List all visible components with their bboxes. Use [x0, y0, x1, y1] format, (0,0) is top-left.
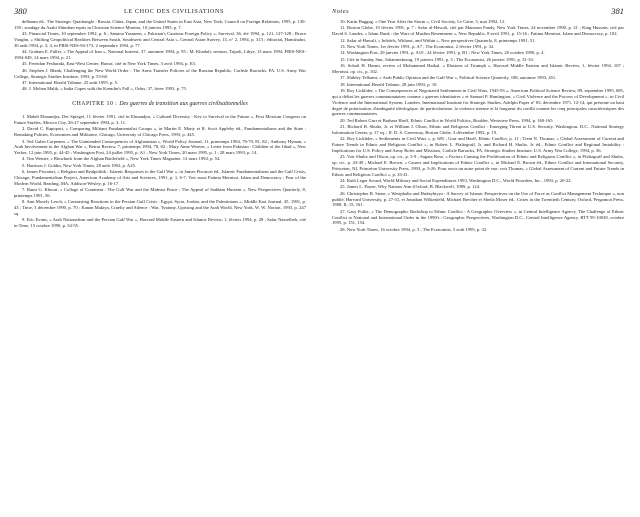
footnote: 7. Rami G. Khouri, « Collage of Comment : The Gulf War and the Mideast Peace ; The Appeal of Saddam Hussein », New Perspectives Quarterly, 8, printemps 1991, 56.: [14, 187, 306, 199]
right-page-number: 381: [611, 6, 624, 16]
right-page: [320, 0, 640, 517]
footnote: 9. Eric Evans, « Arab Nationalism and the Persian Gulf War », Harvard Middle Eastern and Islamic Review, 1, février 1994, p. 28 ; Safar Nasselbeh, cité in Time, 15 octobre 1990, p. 54-55.: [14, 217, 306, 229]
left-notes-before: [14, 19, 306, 92]
footnote: 22. Roy Licklider, « Settlements in Civil Wars », p. 685 ; Gurr and Harff, Ethnic Conflict, p. 11 ; Trent N. Thomas, « Global Assessment of Current and Future Trends in Ethnic and Religious Conflict », in Robert L. Pfaltzgraff, Jr. and Richard H. Shultz, Jr. éd., Ethnic Conflict and Regional Instability : Implications for U.S. Policy and Army Roles and Missions, Carlisle Barracks, PA, Strategic Studies Institute, U.S. Army War College, 1994, p. 36.: [332, 136, 624, 153]
right-notes: [332, 19, 624, 233]
chapter-label: CHAPITRE 10 :: [72, 101, 118, 108]
footnote: delbaum éd., The Strategic Quadrangle : Russia, China, Japan, and the United States in East Asia, New York, Council on Foreign Relations, 1995, p. 130-139 ; sondage du Asahi Shimbun repris in Christian Science Monitor, 10 janvier 1995, p. 7.: [14, 19, 306, 30]
footnote: 6. James Piscatori, « Religion and Realpolitik : Islamic Responses to the Gulf War », in James Piscatori éd., Islamic Fundamentalisms and the Gulf Crisis, Chicago, Fundamentalism Project, American Academy of Arts and Sciences, 1991, p. 1, 6-7. Voir aussi Fatima Mernissi, Islam and Democracy : Fear of the Modern World, Reading, MA, Addison-Wesley, p. 16-17.: [14, 169, 306, 186]
right-running-head: Notes: [332, 8, 350, 15]
footnote: 26. Christopher B. Stone, « Westphalia and Hudaybiyya : A Survey of Islamic Perspectives on the Use of Force as Conflict Management Technique », non publié, Harvard University, p. 27-31, et Jonathan Wilkenfeld, Michael Brecher et Sheila Moser éd., Crises in the Twentieth Century, Oxford, Pergamon Press, 1988, II, 15, 161.: [332, 190, 624, 208]
footnote: 44. Graham E. Fuller, « The Appeal of Iran », National Interest, 37, automne 1994, p. 95 ; M. Khadafi, sermon, Tripoli, Libye, 13 mars 1994, FBIS-NES-1994-049, 14 mars 1994, p. 21.: [14, 49, 306, 60]
footnote: 21. Richard H. Shultz, Jr. et William J. Olson, Ethnic and Religious Conflict : Emerging Threat to U.S. Security, Washington, D.C., National Strategy Information Center, p. 17 sq. ; II. D. S. Greenway, Boston Globe, 3 décembre 1992, p. 19.: [332, 124, 624, 135]
left-notes-after: [14, 114, 306, 229]
footnote: 3. Ted Galen Carpenter, « The Unintended Consequences of Afghanistan », World Policy Journal, 11, printemps 1994, 78-79, 81, 82 ; Anthony Hyman, « Arab Involvement in the Afghan War », Beirut Review, 7, printemps 1994, 78, 82 ; Mary Anne Weaver, « Letter from Pakistan : Children of the Jihad », New Yorker, 12 juin 1995, p. 44-45 ; Washington Post, 24 juillet 1995, p. A1 ; New York Times, 20 mars 1995, p. 1 ; 28 mars 1993, p. 14.: [14, 138, 306, 156]
footnote: 1. Mahdi Elmandjra, Der Spiegel, 11 février 1991, cité in Elmandjra, « Cultural Diversity : Key to Survival in the Future », First Mexican Congress on Future Studies, Mexico City, 26-27 septembre 1994, p. 3, 11.: [14, 114, 306, 125]
footnote: 20. Ted Robert Gurr et Barbara Harff, Ethnic Conflict in World Politics, Boulder, Westview Press, 1994, p. 160-165.: [340, 117, 554, 123]
footnote: 5. Harrison J. Goldin, New York Times, 28 août 1992, p. A25.: [22, 162, 136, 168]
right-notes-column: [332, 19, 624, 233]
footnote: 12. Safar al-Hawali, « Infidels, Without, and Within », New perspectives Quarterly, 8, printemps 1991, 51.: [340, 37, 536, 43]
footnote: 19. Roy Licklider, « The Consequences of Negotiated Settlements in Civil Wars, 1945-93 », American Political Science Review, 89, septembre 1995, 685, qui a défini les guerres communautaires comme « guerres identitaires » et Samuel P. Huntington, « Civil Violence and the Process of Development », in Civil Violence and the International System, Londres, International Institute for Strategic Studies, Adelphi Paper n° 83, décembre 1971, 12-14, qui présente un haut degré de polarisation, d'ambiguïté idéologique, de particularisme, la violence intense et la longueur du conflit comme les cinq principales caractéristiques des guerres communautaires.: [332, 88, 624, 117]
footnote: 46. Stephen J. Blank, Challenging the New World Order : The Arms Transfer Policies of the Russian Republic, Carlisle Barracks, PA, U.S. Army War College, Strategic Studies Institute, 1993, p. 53-60.: [14, 67, 306, 79]
footnote: 48. J. Mohan Malik, « India Copes with the Kremlin's Fall », Orbis, 37, hiver 1993, p. 75.: [22, 86, 187, 92]
footnote: 2. David C. Rapoport, « Comparing Militant Fundamentalist Groups », in Martin E. Marty et R. Scott Appleby éd., Fundamentalisms and the State : Remaking Polities, Economies and Militance, Chicago, University of Chicago Press, 1993, p. 445.: [14, 126, 306, 138]
left-notes-column: [14, 19, 306, 230]
footnote: 16. Sohail H. Hasmi, review of Mohammed Haikal, « Illusions of Triumph », Harvard Middle Eastern and Islamic Review, 1, février 1994, 107 ; Mernissi, op. cit., p. 102.: [332, 63, 624, 74]
footnote: 10. Karin Haggag, « One Year After the Storm », Civil Society, Le Caire, 5, mai 1992, 12.: [340, 19, 506, 24]
footnote: 8. Ann Mosely Lesch, « Contrasting Reactions to the Persian Gulf Crisis : Egypt, Syria, Jordan, and the Palestinians », Middle East Journal, 45, 1991, p. 43 ; Time, 3 décembre 1990, p. 70 ; Kanan Makiya, Cruelty and Silence : War, Tyranny, Uprising and the Arab World, New York, W. W. Norton, 1993, p. 247 sq.: [14, 199, 306, 217]
footnote: 18. International Herald Tribune, 28 juin 1993, p. 10.: [340, 81, 438, 87]
footnote: 14. Washington Post, 29 janvier 1991, p. A10 ; 24 février 1991, p. B1 ; New York Times, 20 octobre 1990, p. 4.: [340, 50, 545, 56]
footnote: 45. Fereidun Fesharaki, East-West Center, Hawaï, cité in New York Times, 3 avril 1994, p. E3.: [22, 61, 196, 67]
left-page-number: 380: [14, 6, 27, 16]
footnote: 24. Ruth Leger Sivard, World Military and Social Expenditures 1993, Washington D.C., World Priorities, Inc., 1993, p. 20-22.: [340, 178, 572, 184]
chapter-heading: [14, 101, 306, 108]
footnote: 11. Boston Globe, 19 février 1991, p. 7 ; Safar al-Hawali, cité par Mamoun Fandy, New York Times, 24 novembre 1990, p. 21 ; King Hussein, cité par David S. Landes, « Islam Dunk : the Wars of Muslim Resentment », New Republic, 8 avril 1991, p. 15-16 ; Fatima Mernissi, Islam and Democracy, p. 102.: [332, 25, 624, 37]
footnote: 4. Tim Weiner, « Blowback from the Afghan Battlefield », New York Times Magazine, 13 mars 1994, p. 54.: [22, 156, 221, 162]
footnote: 47. International Herald Tribune, 25 août 1995, p. 5.: [22, 79, 119, 85]
footnote: 27. Gary Fuller, « The Demographic Backdrop to Ethnic Conflict : A Geographic Overview », in Central Intelligence Agency, The Challenge of Ethnic Conflict to National and International Order in the 1990's : Geographic Perspectives, Washington D.C., Central Intelligence Agency, RTT 95-10039, octobre 1995, p. 151, 154.: [332, 208, 624, 226]
footnote: 17. Shibley Telhami, « Arab Public Opinion and the Gulf War », Political Science Quarterly, 108, automne 1993, 451.: [340, 75, 557, 81]
footnote: 28. New York Times, 16 octobre 1994, p. 3 ; The Economist, 5 août 1995, p. 32.: [340, 226, 488, 232]
footnote: 13. New York Times, 1er février 1991, p. A7 ; The Economist, 2 février 1991, p. 32.: [340, 43, 495, 49]
footnote: 15. Cité in Sunday Star, Johannesbourg, 19 janvier 1991, p. 3 ; The Economist, 26 janvier 1991, p. 31-33.: [340, 56, 534, 62]
left-running-head: LE CHOC DES CIVILISATIONS: [124, 8, 225, 15]
footnote: 43. Financial Times, 10 septembre 1992, p. 6 ; Samina Yasmeen, « Pakistan's Cautious Foreign Policy », Survival, 36, été 1994, p. 121, 127-128 ; Bruce Vaughn, « Shifting Geopolitical Realities Between South, Southwest and Central Asia », Central Asian Survey, 13, n° 2, 1994, p. 313 ; éditorial, Hamshahri, 30 août 1994, p. 3, 4, in FBIS-NES-94-173, 2 septembre 1994, p. 77.: [14, 31, 306, 48]
footnote: 25. James L. Payne, Why Nations Arm (Oxford, B. Blackwell, 1989, p. 124.: [340, 184, 481, 190]
footnote: 23. Voir Shultz and Olson, op. cit., p. 3-9 ; Sugata Bose, « Factors Causing the Proliferation of Ethnic and Religious Conflict », in Pfaltzgraff and Shultz, op. cit., p. 43-49 ; Michael E. Brown, « Causes and Implications of Ethnic Conflict », in Michael E. Brown éd., Ethnic Conflict and International Security, Princeton, NJ, Princeton University Press, 1993, p. 3-26. Pour avoir un autre point de vue, voir Thomas, « Global Assessment of Current and Future Trends in Ethnic and Religious Conflict », p. 33-41.: [332, 154, 624, 177]
chapter-title: Des guerres de transition aux guerres civilisationnelles: [119, 101, 248, 108]
